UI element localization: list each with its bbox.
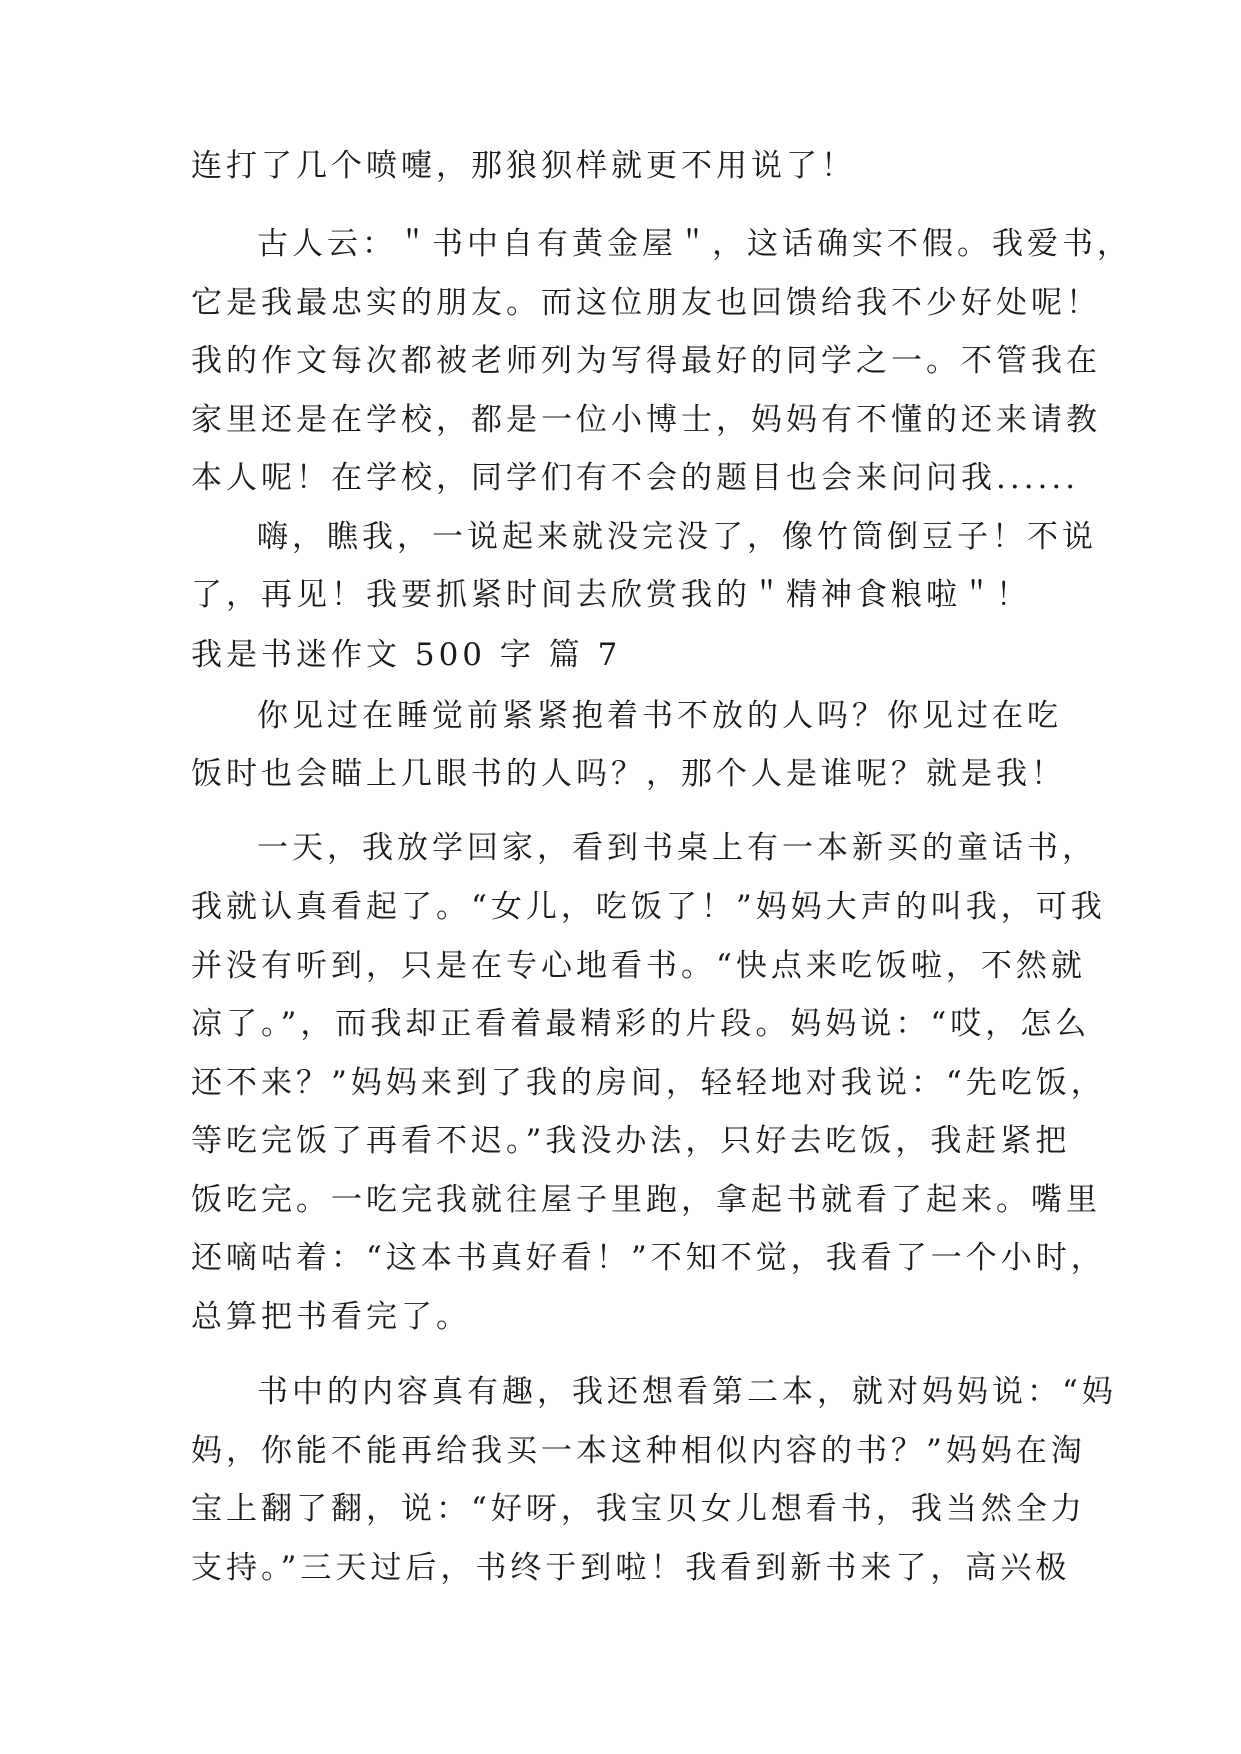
line-text: 等吃完饭了再看不迟。”我没办法，只好去吃饭，我赶紧把: [191, 1123, 1071, 1159]
text-line: [0, 136, 1241, 196]
line-text: 还不来？”妈妈来到了我的房间，轻轻地对我说：“先吃饭，: [191, 1065, 1106, 1101]
text-line: [0, 1170, 1241, 1230]
line-text: 我的作文每次都被老师列为写得最好的同学之一。不管我在: [191, 343, 1101, 379]
line-text: 还嘀咕着：“这本书真好看！”不知不觉，我看了一个小时，: [191, 1240, 1106, 1276]
line-text: 古人云：＂书中自有黄金屋＂，这话确实不假。我爱书，: [257, 226, 1132, 262]
line-text: 并没有听到，只是在专心地看书。“快点来吃饭啦，不然就: [191, 948, 1086, 984]
text-line: [0, 1111, 1241, 1171]
text-line: [0, 1479, 1241, 1539]
text-line: [0, 994, 1241, 1054]
text-line: [0, 390, 1241, 450]
text-line: [0, 877, 1241, 937]
line-text: 总算把书看完了。: [191, 1299, 471, 1335]
line-text: 你见过在睡觉前紧紧抱着书不放的人吗？你见过在吃: [257, 698, 1062, 734]
paragraph-first-line: [0, 214, 1241, 274]
text-line: [0, 1421, 1241, 1481]
section-heading: [0, 625, 1241, 685]
paragraph-first-line: [0, 686, 1241, 746]
line-text: 妈，你能不能再给我买一本这种相似内容的书？”妈妈在淘: [191, 1433, 1086, 1469]
text-line: [0, 1287, 1241, 1347]
line-text: 宝上翻了翻，说：“好呀，我宝贝女儿想看书，我当然全力: [191, 1491, 1086, 1527]
line-text: 书中的内容真有趣，我还想看第二本，就对妈妈说：“妈: [257, 1374, 1117, 1410]
text-line: [0, 331, 1241, 391]
text-line: [0, 273, 1241, 333]
text-line: [0, 1228, 1241, 1288]
text-line: [0, 744, 1241, 804]
paragraph-first-line: [0, 507, 1241, 567]
text-line: [0, 1053, 1241, 1113]
line-text: 饭吃完。一吃完我就往屋子里跑，拿起书就看了起来。嘴里: [191, 1182, 1101, 1218]
text-line: [0, 1538, 1241, 1598]
line-text: 连打了几个喷嚏，那狼狈样就更不用说了！: [191, 148, 856, 184]
paragraph-first-line: [0, 818, 1241, 878]
line-text: 我就认真看起了。“女儿，吃饭了！”妈妈大声的叫我，可我: [191, 889, 1106, 925]
line-text: 凉了。”，而我却正看着最精彩的片段。妈妈说：“哎，怎么: [191, 1006, 1091, 1042]
line-text: 支持。”三天过后，书终于到啦！我看到新书来了，高兴极: [191, 1550, 1071, 1586]
line-text: 家里还是在学校，都是一位小博士，妈妈有不懂的还来请教: [191, 402, 1101, 438]
line-text: 饭时也会瞄上几眼书的人吗？，那个人是谁呢？就是我！: [191, 756, 1066, 792]
line-text: 嗨，瞧我，一说起来就没完没了，像竹筒倒豆子！不说: [257, 519, 1097, 555]
line-text: 本人呢！在学校，同学们有不会的题目也会来问问我......: [191, 460, 1080, 496]
line-text: 了，再见！我要抓紧时间去欣赏我的＂精神食粮啦＂！: [191, 577, 1031, 613]
line-text: 它是我最忠实的朋友。而这位朋友也回馈给我不少好处呢！: [191, 285, 1101, 321]
heading-text: 我是书迷作文 500 字 篇 7: [191, 637, 622, 673]
line-text: 一天，我放学回家，看到书桌上有一本新买的童话书，: [257, 830, 1097, 866]
text-line: [0, 936, 1241, 996]
text-line: [0, 565, 1241, 625]
text-line: [0, 448, 1241, 508]
paragraph-first-line: [0, 1362, 1241, 1422]
